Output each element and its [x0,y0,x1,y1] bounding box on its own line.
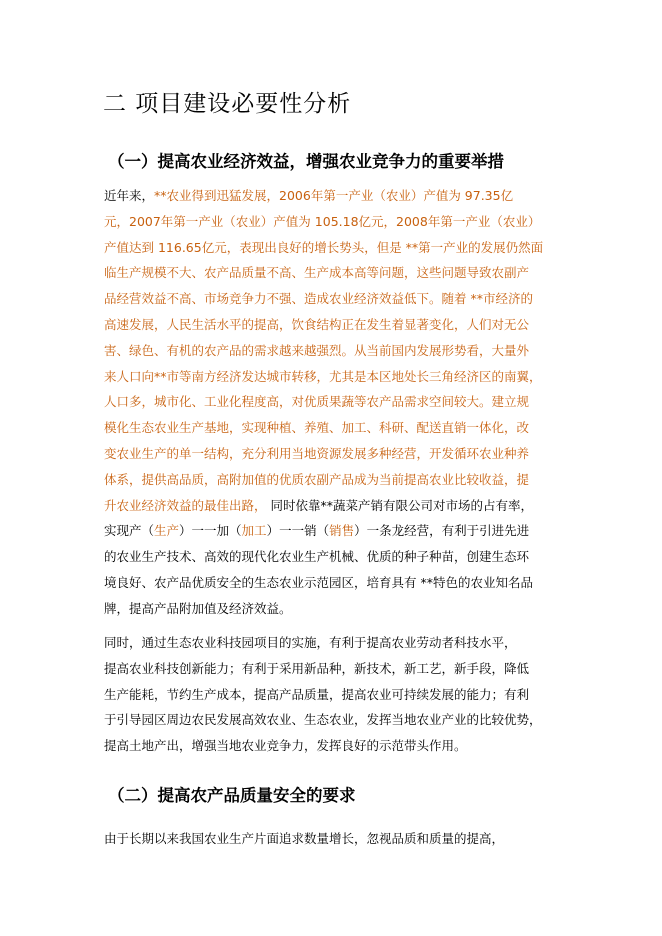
text-segment: 高速发展，人民生活水平的提高，饮食结构正在发生着显著变化，人们对无公 [104,316,530,332]
text-segment: 境良好、农产品优质安全的生态农业示范园区，培育具有 **特色的农业知名品 [104,574,533,590]
text-segment: **农业得到迅猛发展，2006年第一产业（农业）产值为 97.35亿 [154,188,514,203]
text-line [104,235,543,261]
text-line [104,544,543,570]
text-line [104,826,504,852]
text-line [104,493,543,519]
text-segment: 实现产（ [104,523,155,539]
text-line [104,518,543,544]
text-segment: 近年来， [104,188,155,203]
text-segment: 加工 [241,523,267,539]
paragraph-3 [104,826,504,852]
text-line [104,707,542,733]
text-line [104,389,543,415]
text-segment: ）一一销（ [266,523,330,539]
paragraph-1 [104,183,543,622]
text-line [104,596,543,622]
text-line [104,441,543,467]
text-segment: 生产 [154,523,180,539]
text-line [104,260,543,286]
text-segment: 同时依靠**蔬菜产销有限公司对市场的占有率， [266,497,533,513]
text-segment: 变农业生产的单一结构，充分利用当地资源发展多种经营，开发循环农业种养 [104,445,530,461]
text-segment: 产值达到 116.65亿元，表现出良好的增长势头，但是 **第一产业的发展仍然面 [104,239,544,255]
section-title: 二 项目建设必要性分析 [103,91,352,117]
text-segment: 销售 [329,523,355,539]
text-line [104,733,542,759]
text-segment: 模化生态农业生产基地，实现种植、养殖、加工、科研、配送直销一体化，改 [104,420,530,436]
text-segment: 体系，提供高品质，高附加值的优质农副产品成为当前提高农业比较收益，提 [104,471,530,487]
text-line [104,364,543,390]
text-segment: ）一一加（ [179,523,242,539]
text-segment: 来人口向**市等南方经济发达城市转移，尤其是本区地处长三角经济区的南翼， [104,368,542,384]
text-segment: 生产能耗，节约生产成本，提高产品质量，提高农业可持续发展的能力；有利 [104,686,530,702]
text-line [104,682,542,708]
text-segment: 提高土地产出，增强当地农业竞争力，发挥良好的示范带头作用。 [104,738,467,754]
subsection-heading-2: （二）提高农产品质量安全的要求 [108,786,356,805]
text-line [104,570,543,596]
text-segment: 提高农业科技创新能力；有利于采用新品种，新技术，新工艺，新手段，降低 [104,660,530,676]
text-segment: 由于长期以来我国农业生产片面追求数量增长，忽视品质和质量的提高， [104,831,505,846]
text-segment: 元，2007年第一产业（农业）产值为 105.18亿元，2008年第一产业（农业） [104,213,541,229]
text-line [104,183,543,209]
text-segment: 牌，提高产品附加值及经济效益。 [104,600,292,616]
text-segment: 于引导园区周边农民发展高效农业、生态农业，发挥当地农业产业的比较优势， [104,712,542,728]
text-line [104,467,543,493]
text-line [104,630,542,656]
text-line [104,656,542,682]
text-segment: 人口多，城市化、工业化程度高，对优质果蔬等农产品需求空间较大。建立规 [104,394,530,410]
paragraph-2 [104,630,542,759]
text-line [104,209,543,235]
text-segment: 同时，通过生态农业科技园项目的实施，有利于提高农业劳动者科技水平， [104,635,517,650]
subsection-heading-1: （一）提高农业经济效益，增强农业竞争力的重要举措 [108,152,504,171]
text-segment: 临生产规模不大、农产品质量不高、生产成本高等问题，这些问题导致农副产 [104,265,530,281]
text-line [104,338,543,364]
text-segment: 的农业生产技术、高效的现代化农业生产机械、优质的种子种苗，创建生态环 [104,549,530,565]
text-line [104,312,543,338]
text-line [104,415,543,441]
text-segment: 害、绿色、有机的农产品的需求越来越强烈。从当前国内发展形势看，大量外 [104,342,530,358]
text-segment: ）一条龙经营，有利于引进先进 [354,523,530,539]
text-segment: 升农业经济效益的最佳出路， [104,497,267,513]
text-line [104,286,543,312]
text-segment: 品经营效益不高、市场竞争力不强、造成农业经济效益低下。随着 **市经济的 [104,291,533,307]
